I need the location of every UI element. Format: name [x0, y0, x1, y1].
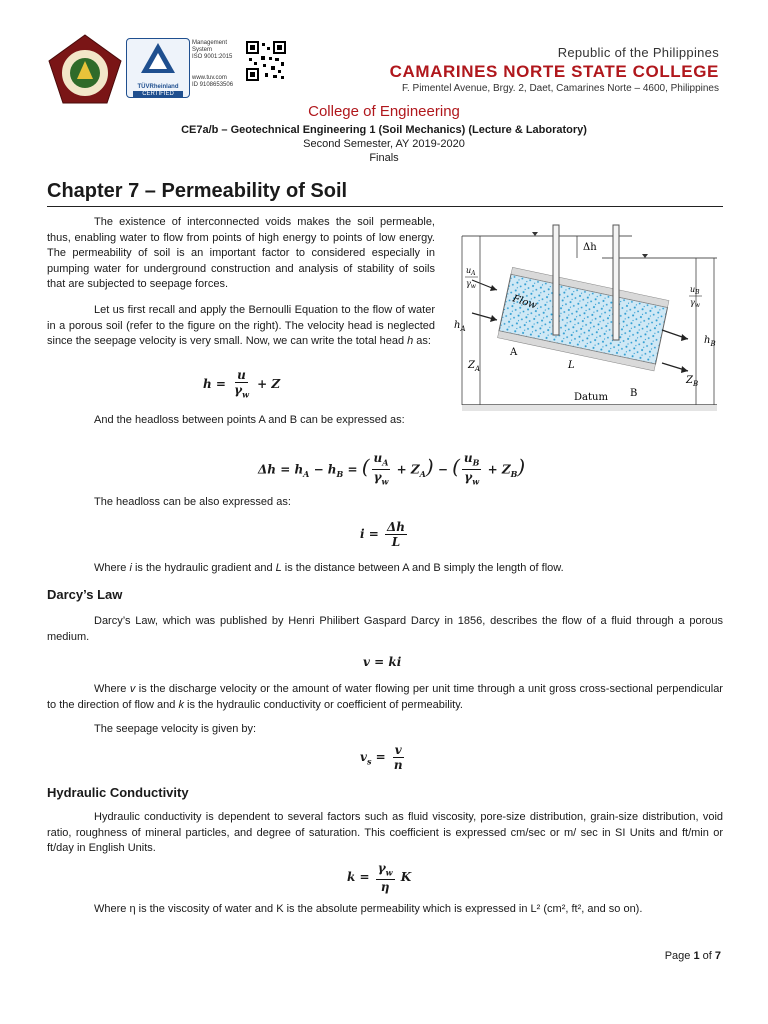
page-number	[665, 950, 721, 962]
darcy-text: Darcy’s Law, which was published by Henri Philibert Gaspard Darcy in 1856, describes the flow of a fluid through a porous medium.	[47, 615, 723, 643]
discharge-text-b: is the discharge velocity or the amount of water flowing per unit time through a unit gross cross-sectional perpendicular to the direction of flow and	[47, 683, 723, 711]
page-sep: of	[699, 950, 715, 962]
cert-line: www.tuv.com	[192, 75, 227, 81]
gamma-w-b-label: $\gamma_w$	[690, 298, 700, 309]
gradient-paragraph	[94, 561, 564, 577]
cert-line: ISO 9001:2015	[192, 54, 233, 60]
page-prefix: Page	[664, 950, 694, 962]
var-i: i	[129, 562, 132, 574]
seepage-paragraph	[94, 722, 256, 738]
hb-label: $h_B$	[704, 335, 716, 348]
semester-text: Second Semester, AY 2019-2020	[303, 138, 465, 150]
qr-code-icon	[245, 40, 287, 82]
equation-gradient: i = $\frac{\Delta h}{L}$	[360, 520, 406, 549]
equation-total-head: h = $\frac{u}{\gamma_w}$ + Z	[203, 368, 281, 400]
var-v: v	[129, 683, 136, 695]
bernoulli-paragraph	[47, 303, 435, 350]
bernoulli-text-end: as:	[413, 335, 431, 347]
conductivity-text: Hydraulic conductivity is dependent to several factors such as fluid viscosity, pore-size distribution, grain-size distribution, void ratio, roughness of mineral particles, and degree of saturation. This coefficient is expressed cm/sec or m/ sec in SI Units and ft/min or ft/day in English Units.	[47, 811, 723, 854]
page-total: 7	[714, 950, 721, 962]
cert-line: Management	[192, 40, 228, 46]
tuv-certification-logo	[126, 38, 190, 98]
intro-paragraph	[47, 215, 435, 293]
equation-conductivity: k = $\frac{\gamma_w}{\eta}$ K	[347, 861, 412, 895]
standpipe-a	[553, 225, 559, 335]
cert-line: ID 9108653506	[192, 82, 234, 88]
seepage-text: The seepage velocity is given by:	[94, 723, 257, 735]
darcy-paragraph	[47, 614, 723, 645]
equation-darcy: v = ki	[363, 655, 402, 669]
course-title: CE7a/b – Geotechnical Engineering 1 (Soil Mechanics) (Lecture & Laboratory)	[181, 124, 587, 136]
var-L: L	[275, 562, 282, 574]
discharge-text-a: Where	[94, 683, 130, 695]
headloss-paragraph	[47, 413, 435, 429]
gradient-text-b: is the hydraulic gradient and	[131, 562, 276, 574]
intro-text: The existence of interconnected voids makes the soil permeable, thus, enabling water to flow from points of high energy to points of low energy. The permeability of soil is an important factor to considered especially in pumping water for underground construction and analysis of stability of soils that are subjected to seepage forces.	[47, 216, 435, 290]
point-b-label: B	[630, 388, 638, 399]
college-name: CAMARINES NORTE STATE COLLEGE	[389, 62, 719, 81]
var-h: h	[407, 335, 414, 347]
gradient-text-c: is the distance between A and B simply the length of flow.	[281, 562, 564, 574]
iso-cert-text	[192, 40, 233, 89]
equation-seepage: $v_s$ = $\frac{v}{n}$	[360, 743, 403, 772]
viscosity-paragraph	[47, 902, 723, 918]
bernoulli-text: Let us first recall and apply the Bernoulli Equation to the flow of water in a porous soil (refer to the figure on the right). The velocity head is neglected since the seepage velocity is very small. Now, we can write the total head	[47, 304, 435, 347]
tuv-label: TÜVRheinland	[137, 84, 179, 90]
datum-label: Datum	[574, 392, 608, 403]
ua-over-gamma-label: $u_A$	[466, 266, 476, 277]
equation-headloss: $\Delta h = h_A - h_B$ = ( $\frac{u_A}{\gamma_w}$ + $Z_A$) − ( $\frac{u_B}{\gamma_w}$ + $Z_B$)	[258, 451, 526, 487]
var-k: k	[178, 698, 184, 711]
title-divider	[47, 206, 723, 207]
standpipe-b	[613, 225, 619, 340]
term-text: Finals	[369, 152, 399, 164]
zb-label: $Z_B$	[686, 375, 699, 388]
college-seal-logo	[47, 33, 123, 105]
viscosity-text: Where η is the viscosity of water and K is the absolute permeability which is expressed in L² (cm², ft², and so on).	[94, 903, 643, 915]
delta-h-label: Δh	[583, 242, 597, 253]
za-label: $Z_A$	[468, 360, 481, 373]
point-a-label: A	[510, 347, 518, 358]
ub-over-gamma-label: $u_B$	[690, 285, 700, 296]
page-current: 1	[693, 950, 700, 962]
length-label: L	[568, 360, 575, 371]
republic-text: Republic of the Philippines	[557, 45, 719, 60]
chapter-title: Chapter 7 – Permeability of Soil	[47, 180, 348, 202]
tuv-triangle-icon	[127, 39, 189, 79]
headloss-text: And the headloss between points A and B can be expressed as:	[94, 414, 405, 426]
college-address: F. Pimentel Avenue, Brgy. 2, Daet, Camarines Norte – 4600, Philippines	[401, 83, 719, 94]
gamma-w-a-label: $\gamma_w$	[466, 279, 476, 290]
tuv-cert-label: CERTIFIED	[133, 91, 183, 97]
headloss-alt-paragraph	[94, 495, 291, 511]
discharge-text-c: is the hydraulic conductivity or coefficient of permeability.	[183, 698, 463, 711]
permeability-figure	[452, 215, 726, 420]
hydraulic-conductivity-heading: Hydraulic Conductivity	[47, 785, 189, 800]
flow-label: Flow	[511, 293, 538, 312]
headloss-alt-text: The headloss can be also expressed as:	[94, 496, 291, 508]
gradient-text-a: Where	[94, 562, 130, 574]
soil-sample	[498, 267, 669, 371]
darcy-heading: Darcy’s Law	[47, 587, 123, 602]
cert-line: System	[192, 47, 213, 53]
department-title: College of Engineering	[308, 103, 460, 120]
discharge-paragraph	[47, 682, 723, 713]
conductivity-paragraph	[47, 810, 723, 857]
ha-label: $h_A$	[454, 320, 466, 333]
